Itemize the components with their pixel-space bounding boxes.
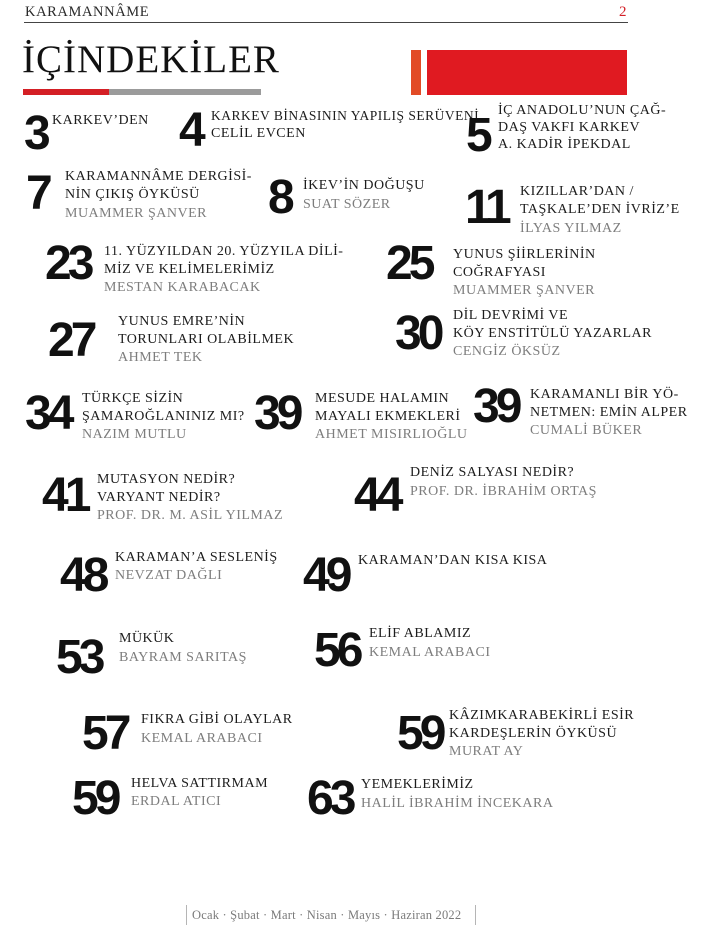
entry-title-line2: KARDEŞLERİN ÖYKÜSÜ: [449, 726, 618, 741]
entry-page-number: 4: [179, 104, 202, 157]
footer-divider-right: [475, 905, 476, 925]
entry-title-line1: YUNUS ŞİİRLERİNİN: [453, 247, 596, 262]
entry-title-line1: KARAMANNÂME DERGİSİ-: [65, 169, 252, 184]
entry-page-number: 49: [303, 549, 349, 602]
entry-page-number: 5: [466, 109, 489, 162]
entry-page-number: 48: [60, 549, 106, 602]
entry-author: İLYAS YILMAZ: [520, 221, 622, 236]
entry-title-line1: 11. YÜZYILDAN 20. YÜZYILA DİLİ-: [104, 244, 344, 259]
entry-page-number: 34: [25, 387, 71, 440]
entry-title: KARAMAN’A SESLENİŞ: [115, 550, 278, 565]
title-underline-grey: [109, 89, 261, 95]
entry-author: MUAMMER ŞANVER: [453, 283, 595, 298]
entry-title-line1: MUTASYON NEDİR?: [97, 472, 236, 487]
entry-author: CUMALİ BÜKER: [530, 423, 643, 438]
entry-title-line1: MESUDE HALAMIN: [315, 391, 450, 406]
entry-author: NAZIM MUTLU: [82, 427, 187, 442]
entry-page-number: 7: [26, 167, 49, 220]
entry-title: İKEV’İN DOĞUŞU: [303, 178, 425, 193]
decor-red-block: [427, 50, 627, 95]
entry-author: BAYRAM SARITAŞ: [119, 650, 247, 665]
entry-title: KARKEV BİNASININ YAPILIŞ SERÜVENİ: [211, 108, 480, 123]
issue-date: Ocak · Şubat · Mart · Nisan · Mayıs · Haziran 2022: [192, 908, 462, 922]
entry-page-number: 59: [397, 707, 443, 760]
entry-title: YEMEKLERİMİZ: [361, 777, 474, 792]
entry-page-number: 30: [395, 307, 441, 360]
entry-title-line2: TORUNLARI OLABİLMEK: [118, 332, 295, 347]
entry-title-line2: ŞAMAROĞLANINIZ MI?: [82, 409, 245, 424]
entry-author: NEVZAT DAĞLI: [115, 568, 223, 583]
entry-author: ERDAL ATICI: [131, 794, 222, 809]
magazine-name: KARAMANNÂME: [25, 4, 150, 20]
entry-author: SUAT SÖZER: [303, 197, 391, 212]
entry-author: MESTAN KARABACAK: [104, 280, 261, 295]
entry-title-line2: COĞRAFYASI: [453, 265, 546, 280]
entry-author: MUAMMER ŞANVER: [65, 206, 207, 221]
entry-page-number: 25: [386, 237, 432, 290]
entry-title-line1: İÇ ANADOLU’NUN ÇAĞ-: [498, 103, 667, 118]
entry-title-line1: KARAMANLI BİR YÖ-: [530, 387, 679, 402]
entry-page-number: 3: [24, 107, 47, 160]
entry-title: FIKRA GİBİ OLAYLAR: [141, 712, 293, 727]
entry-title-line1: KÂZIMKARABEKİRLİ ESİR: [449, 708, 635, 723]
entry-author: PROF. DR. M. ASİL YILMAZ: [97, 508, 284, 523]
entry-page-number: 56: [314, 624, 360, 677]
entry-title: KARKEV’DEN: [52, 113, 149, 128]
entry-title-line2: NETMEN: EMİN ALPER: [530, 405, 688, 420]
entry-author: CELİL EVCEN: [211, 126, 306, 141]
footer-divider-left: [186, 905, 187, 925]
header-rule: [24, 22, 628, 23]
entry-author: AHMET TEK: [118, 350, 203, 365]
entry-title-line2: VARYANT NEDİR?: [97, 490, 221, 505]
entry-page-number: 39: [473, 380, 519, 433]
entry-title-line1: YUNUS EMRE’NİN: [118, 314, 246, 329]
entry-title: HELVA SATTIRMAM: [131, 776, 269, 791]
entry-page-number: 63: [307, 772, 353, 825]
entry-author: HALİL İBRAHİM İNCEKARA: [361, 796, 554, 811]
title-underline-red: [23, 89, 109, 95]
entry-author: CENGİZ ÖKSÜZ: [453, 344, 561, 359]
entry-author: A. KADİR İPEKDAL: [498, 137, 631, 152]
entry-title-line2: DAŞ VAKFI KARKEV: [498, 120, 641, 135]
entry-title-line2: MAYALI EKMEKLERİ: [315, 409, 461, 424]
entry-page-number: 53: [56, 631, 102, 684]
entry-title: ELİF ABLAMIZ: [369, 626, 472, 641]
entry-page-number: 11: [465, 181, 508, 234]
entry-author: KEMAL ARABACI: [369, 645, 491, 660]
entry-title-line2: NİN ÇIKIŞ ÖYKÜSÜ: [65, 187, 200, 202]
entry-title-line2: KÖY ENSTİTÜLÜ YAZARLAR: [453, 326, 652, 341]
entry-page-number: 44: [354, 469, 400, 522]
entry-page-number: 27: [48, 314, 94, 367]
entry-page-number: 41: [42, 469, 88, 522]
entry-author: PROF. DR. İBRAHİM ORTAŞ: [410, 484, 597, 499]
entry-title-line1: DİL DEVRİMİ VE: [453, 308, 569, 323]
entry-title-line2: MİZ VE KELİMELERİMİZ: [104, 262, 275, 277]
entry-author: MURAT AY: [449, 744, 524, 759]
entry-title: DENİZ SALYASI NEDİR?: [410, 465, 575, 480]
entry-title: KARAMAN’DAN KISA KISA: [358, 553, 548, 568]
entry-title-line1: TÜRKÇE SİZİN: [82, 391, 184, 406]
entry-title: MÜKÜK: [119, 631, 175, 646]
entry-author: KEMAL ARABACI: [141, 731, 263, 746]
entry-author: AHMET MISIRLIOĞLU: [315, 427, 468, 442]
decor-orange-strip: [411, 50, 421, 95]
entry-page-number: 59: [72, 772, 118, 825]
page-number: 2: [619, 4, 627, 20]
entry-page-number: 8: [268, 171, 291, 224]
entry-title-line2: TAŞKALE’DEN İVRİZ’E: [520, 202, 680, 217]
entry-page-number: 23: [45, 237, 91, 290]
entry-page-number: 57: [82, 707, 128, 760]
entry-page-number: 39: [254, 387, 300, 440]
entry-title-line1: KIZILLAR’DAN /: [520, 184, 634, 199]
toc-title: İÇİNDEKİLER: [22, 38, 280, 81]
